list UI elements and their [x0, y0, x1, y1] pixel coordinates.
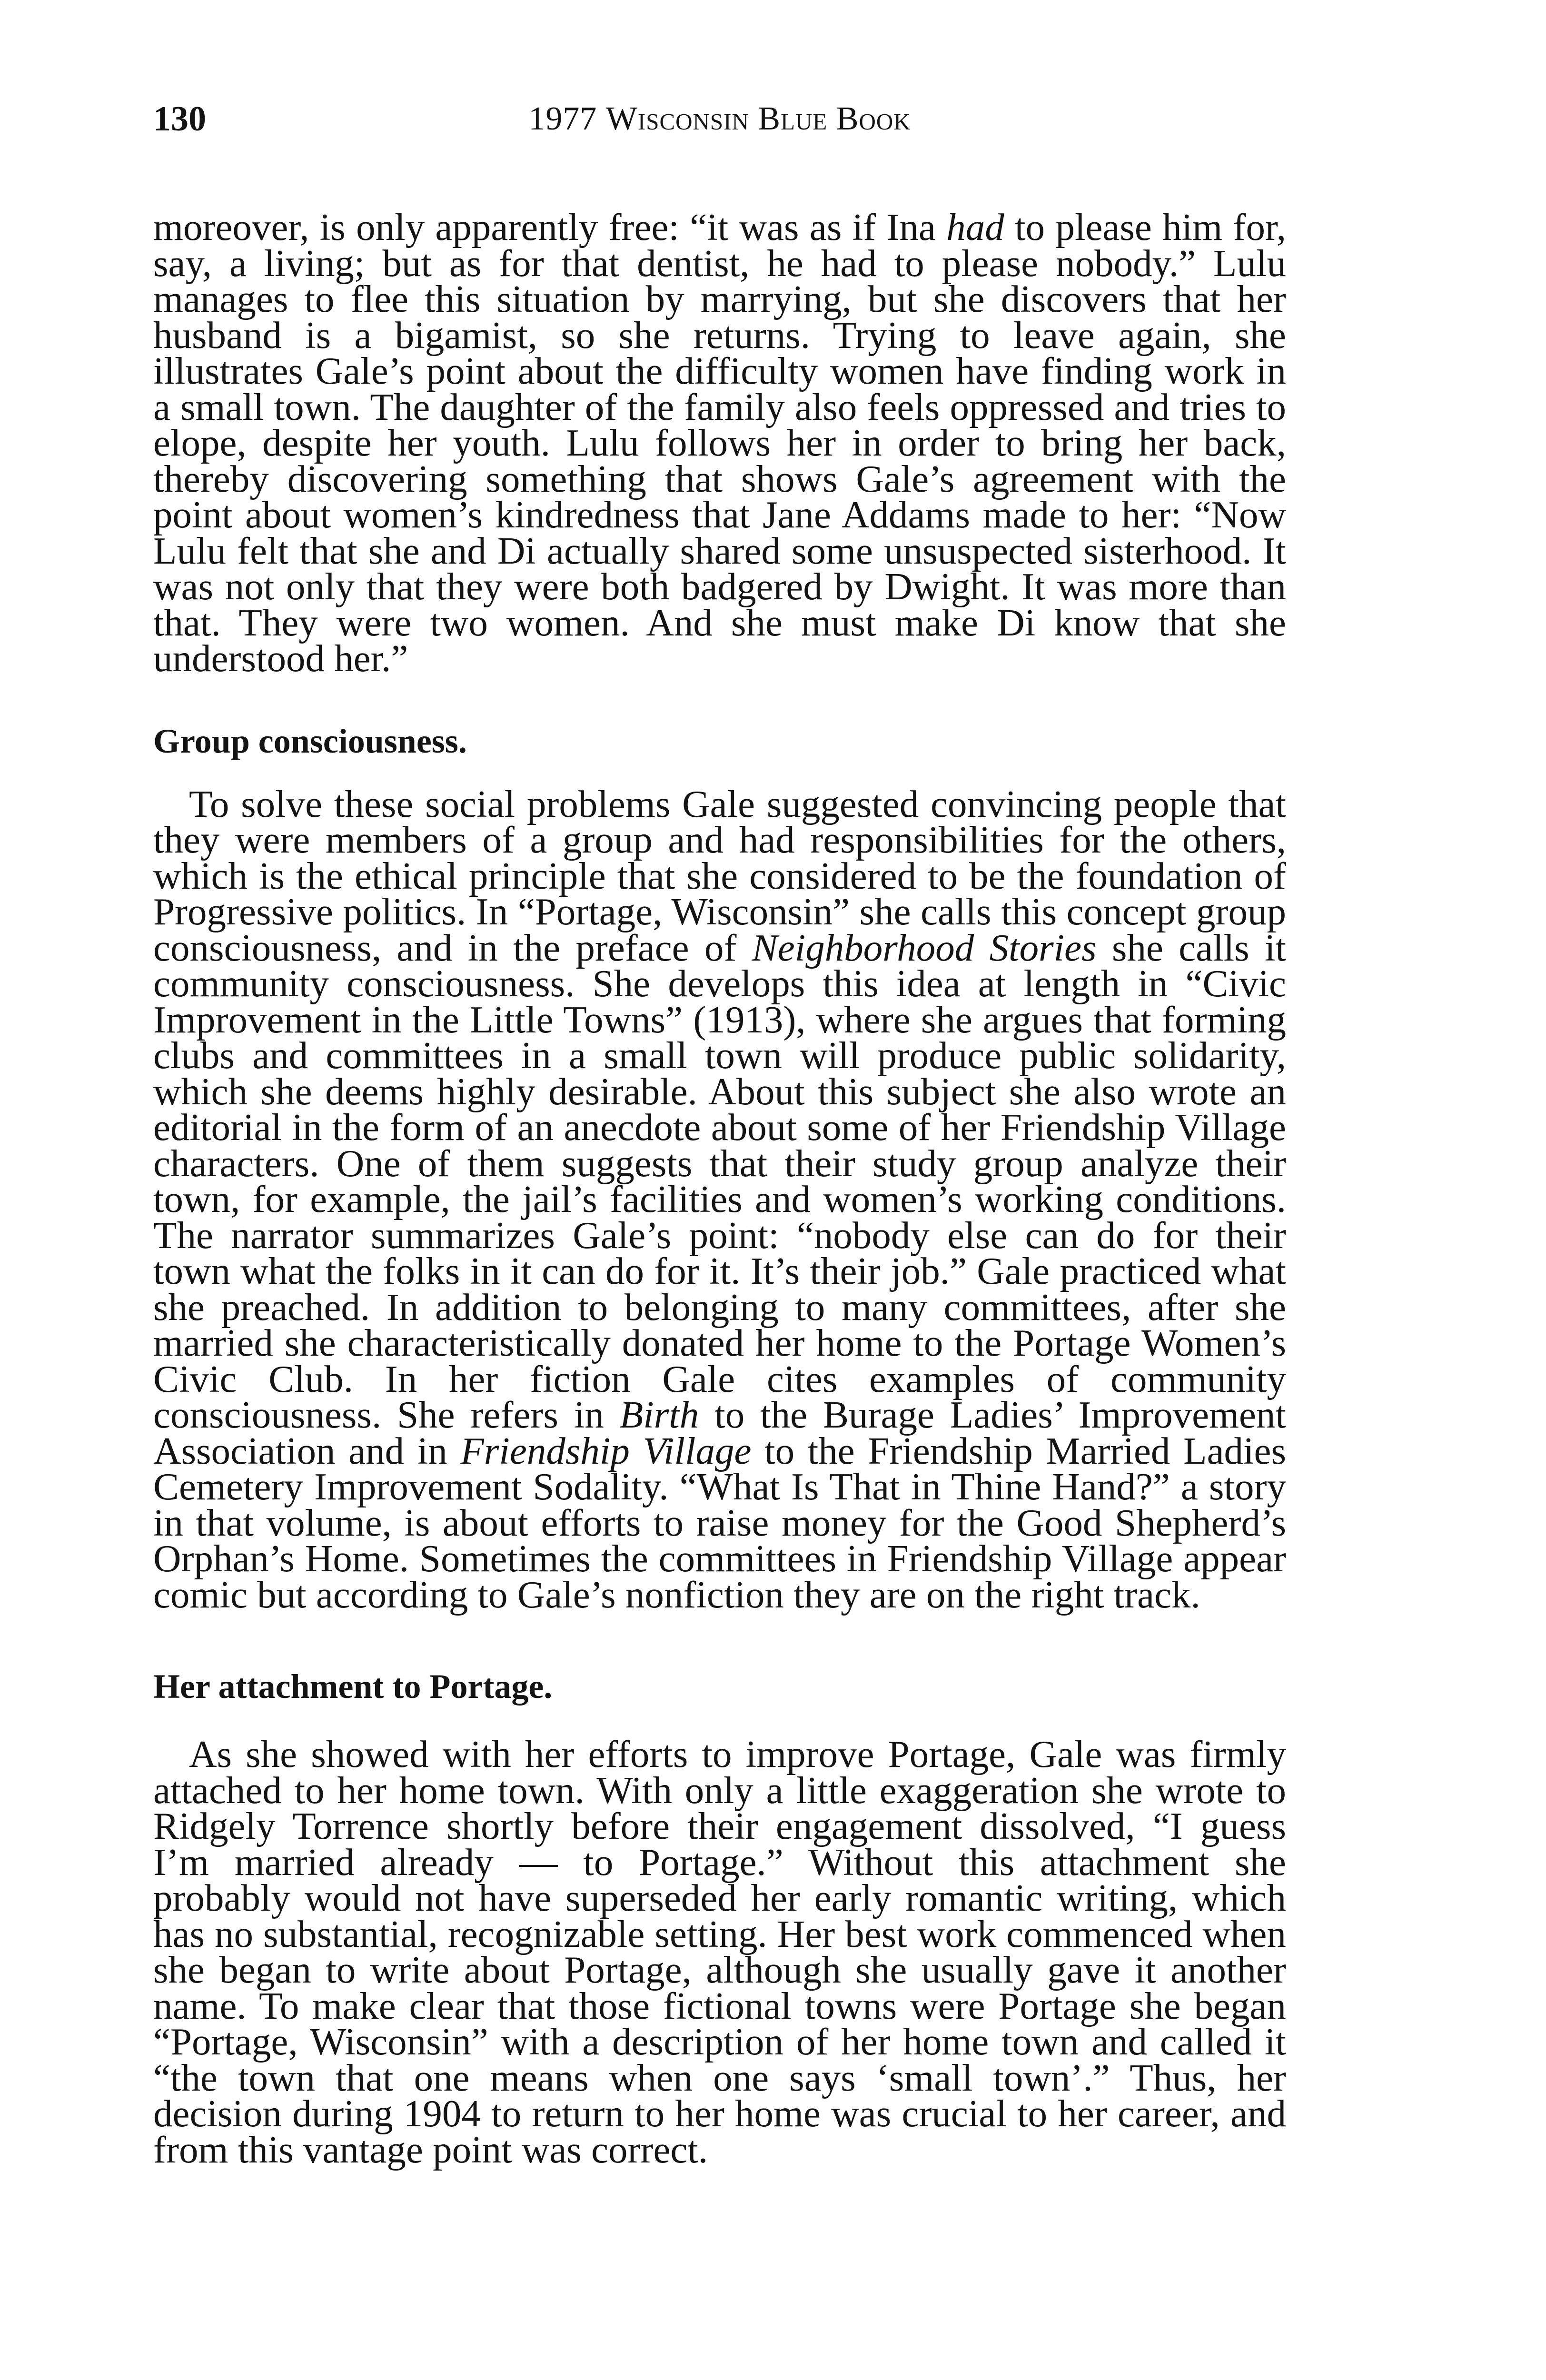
paragraph-attachment: As she showed with her efforts to improve Portage, Gale was firmly attached to her home town. With only a little exaggeration she wrote to Ridgely Torrence shortly before their engagement dissolved, “I guess I’m married already — to Portage.” Without this attachment she probably would not have superseded her early romantic writing, which has no substantial, recognizable setting. Her best work commenced when she began to write about Portage, although she usually gave it another name. To make clear that those fictional towns were Portage she began “Portage, Wisconsin” with a description of her home town and called it “the town that one means when one says ‘small town’.” Thus, her decision during 1904 to return to her home was crucial to her career, and from this vantage point was correct.: [153, 1733, 1286, 2171]
text-run: To solve these social problems Gale suggested convincing people that they were members of a group and had responsibilities for the others, which is the ethical principle that she considered to be the foundation of Progressive politics. In “Portage, Wisconsin” she calls this concept group consciousness, and in the preface of: [153, 782, 1286, 969]
body-text: [153, 206, 1286, 2171]
italic-run: Friendship Village: [460, 1429, 752, 1472]
text-run: she calls it community consciousness. She develops this idea at length in “Civic Improvement in the Little Towns” (1913), where she argues that forming clubs and committees in a small town will produce public solidarity, which she deems highly desirable. About this subject she also wrote an editorial in the form of an anecdote about some of her Friendship Village characters. One of them suggests that their study group analyze their town, for example, the jail’s facilities and women’s working conditions. The narrator summarizes Gale’s point: “nobody else can do for their town what the folks in it can do for it. It’s their job.” Gale practiced what she preached. In addition to belonging to many committees, after she married she characteristically donated her home to the Portage Women’s Civic Club. In her fiction Gale cites examples of community consciousness. She refers in: [153, 926, 1286, 1436]
italic-run: had: [946, 206, 1004, 248]
page-number: 130: [153, 99, 206, 139]
text-run: to please him for, say, a living; but as for that dentist, he had to please nobody.” Lulu manages to flee this situation by marrying, but she discovers that her husband is a bigamist, so she returns. Trying to leave again, she illustrates Gale’s point about the difficulty women have finding work in a small town. The daughter of the family also feels oppressed and tries to elope, despite her youth. Lulu follows her in order to bring her back, thereby discovering something that shows Gale’s agreement with the point about women’s kindredness that Jane Addams made to her: “Now Lulu felt that she and Di actually shared some unsuspected sisterhood. It was not only that they were both badgered by Dwight. It was more than that. They were two women. And she must make Di know that she understood her.”: [153, 206, 1286, 680]
running-head: [153, 93, 1286, 145]
text-run: to the Friendship Married Ladies Cemetery Improvement Sodality. “What Is That in Thine Hand?” a story in that volume, is about efforts to raise money for the Good Shepherd’s Orphan’s Home. Sometimes the committees in Friendship Village appear comic but according to Gale’s nonfiction they are on the right track.: [153, 1429, 1286, 1616]
heading-group-consciousness: Group consciousness.: [153, 722, 467, 760]
italic-run: Neighborhood Stories: [752, 926, 1097, 969]
heading-attachment-to-portage: Her attachment to Portage.: [153, 1667, 553, 1706]
text-run: moreover, is only apparently free: “it was as if Ina: [153, 206, 947, 248]
paragraph-lulu: [153, 206, 1286, 680]
italic-run: Birth: [619, 1393, 699, 1436]
running-title-year: 1977: [528, 100, 597, 137]
text-run: to the Burage Ladies’ Improvement Association and in: [153, 1393, 1286, 1472]
paragraph-group-consciousness: [153, 782, 1286, 1616]
running-title-words: Wisconsin Blue Book: [605, 100, 911, 137]
running-title: [153, 93, 1286, 145]
